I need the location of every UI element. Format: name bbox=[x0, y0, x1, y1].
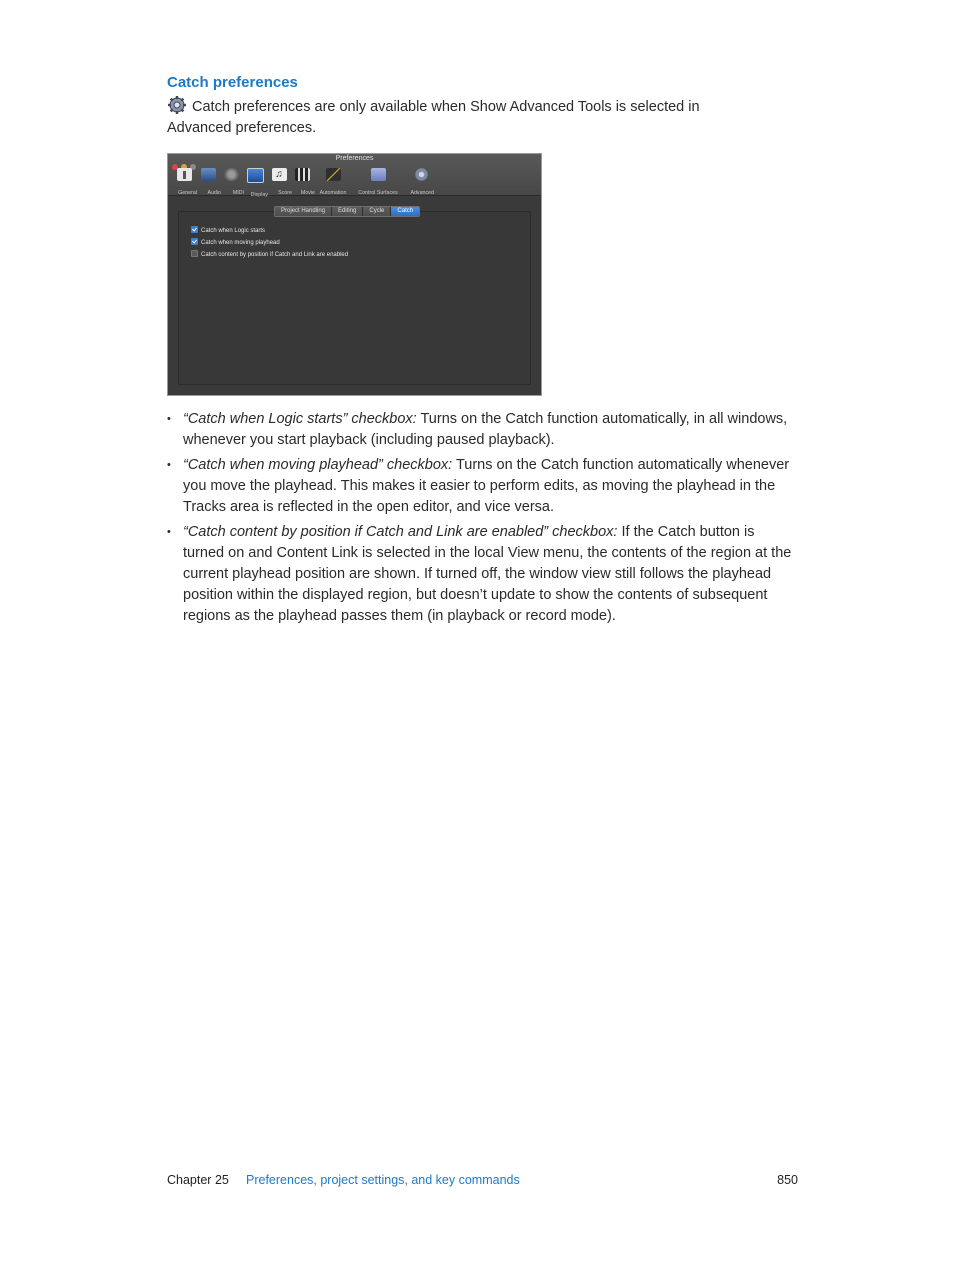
toolbar-control-surfaces-label: Control Surfaces bbox=[358, 190, 398, 196]
bullet-term: “Catch when moving playhead” checkbox: bbox=[183, 457, 453, 473]
option-descriptions bbox=[167, 409, 792, 631]
checkbox-checked-icon bbox=[191, 226, 198, 233]
gear-icon bbox=[167, 95, 187, 115]
section-heading: Catch preferences bbox=[167, 74, 298, 91]
toolbar-automation-label: Automation bbox=[319, 190, 347, 196]
toolbar-movie-label: Movie bbox=[300, 190, 315, 196]
bullet-icon: • bbox=[167, 459, 171, 471]
toolbar-audio-label: Audio bbox=[207, 190, 221, 196]
bullet-text: If the Catch button is turned on and Content Link is selected in the local View menu, the contents of the region at the current playhead position are shown. If turned off, the window view still follows the playhead position within the displayed region, but doesn’t update to show the contents of subsequent regions as the playhead passes them (in playback or record mode). bbox=[183, 524, 792, 624]
option-label: Catch when Logic starts bbox=[201, 228, 266, 234]
checkbox-checked-icon bbox=[191, 238, 198, 245]
window-title: Preferences bbox=[335, 155, 374, 162]
movie-icon bbox=[295, 168, 310, 181]
toolbar-general bbox=[171, 168, 197, 199]
tab-project-handling: Project Handling bbox=[275, 207, 332, 216]
catch-panel bbox=[178, 211, 531, 385]
preferences-tabs bbox=[274, 206, 420, 217]
bullet-term: “Catch when Logic starts” checkbox: bbox=[183, 411, 417, 427]
display-icon bbox=[247, 168, 264, 183]
toolbar-automation bbox=[320, 168, 346, 199]
toolbar-general-label: General bbox=[178, 190, 197, 196]
toolbar-display bbox=[242, 168, 268, 201]
tab-catch: Catch bbox=[391, 207, 419, 216]
intro-paragraph bbox=[167, 95, 727, 139]
control-surfaces-icon bbox=[371, 168, 386, 181]
option-catch-content-by-position bbox=[191, 250, 348, 258]
bullet-item bbox=[167, 409, 792, 451]
preferences-window-screenshot bbox=[167, 153, 542, 396]
general-switch-icon bbox=[177, 168, 192, 181]
toolbar-midi-label: MIDI bbox=[232, 190, 244, 196]
bullet-text: Turns on the Catch function automatically, in all windows, whenever you start playback (including paused playback). bbox=[183, 411, 788, 448]
automation-icon bbox=[326, 168, 341, 181]
page-number: 850 bbox=[777, 1173, 798, 1187]
bullet-item bbox=[167, 522, 792, 627]
option-catch-moving-playhead bbox=[191, 238, 280, 246]
checkbox-unchecked-icon bbox=[191, 250, 198, 257]
toolbar-midi bbox=[218, 168, 244, 199]
advanced-gear-icon bbox=[414, 168, 429, 181]
midi-icon bbox=[224, 168, 239, 181]
intro-text: Catch preferences are only available when Show Advanced Tools is selected in Advanced preferences. bbox=[167, 99, 700, 136]
bullet-item bbox=[167, 455, 792, 518]
score-icon: ♫ bbox=[272, 168, 287, 181]
window-titlebar bbox=[168, 154, 541, 196]
option-label: Catch content by position if Catch and Link are enabled bbox=[201, 252, 349, 258]
footer-chapter-link[interactable]: Preferences, project settings, and key commands bbox=[246, 1173, 520, 1187]
option-label: Catch when moving playhead bbox=[201, 240, 280, 246]
audio-icon bbox=[201, 168, 216, 181]
bullet-icon: • bbox=[167, 413, 171, 425]
toolbar-advanced bbox=[408, 168, 434, 199]
toolbar-control-surfaces bbox=[358, 168, 398, 199]
bullet-text: Turns on the Catch function automatically whenever you move the playhead. This makes it easier to perform edits, as moving the playhead in the Tracks area is reflected in the open editor, and vice versa. bbox=[183, 457, 790, 515]
bullet-icon: • bbox=[167, 526, 171, 538]
footer-chapter: Chapter 25 bbox=[167, 1173, 229, 1187]
tab-cycle: Cycle bbox=[363, 207, 391, 216]
tab-editing: Editing bbox=[332, 207, 363, 216]
bullet-term: “Catch content by position if Catch and Link are enabled” checkbox: bbox=[183, 524, 618, 540]
toolbar-score-label: Score bbox=[278, 190, 292, 196]
option-catch-logic-starts bbox=[191, 226, 265, 234]
toolbar-display-label: Display bbox=[250, 192, 268, 198]
toolbar-advanced-label: Advanced bbox=[410, 190, 434, 196]
toolbar-movie bbox=[289, 168, 315, 199]
